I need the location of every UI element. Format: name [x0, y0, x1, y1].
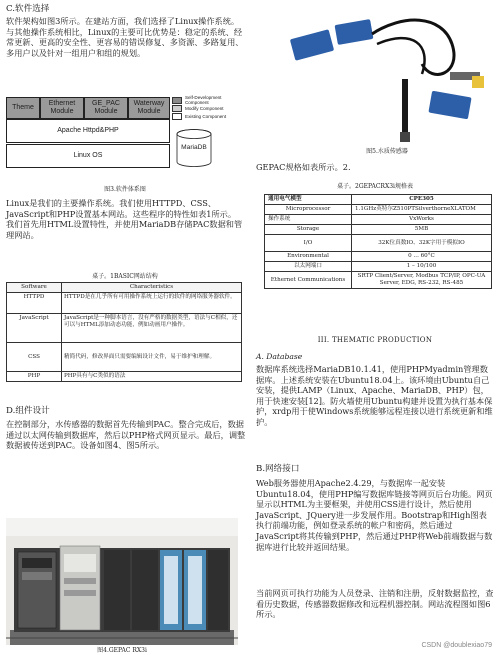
table2-header-row [265, 195, 492, 205]
table-row [7, 343, 242, 372]
table-row [265, 272, 492, 289]
table-cell: Ethernet Communications [265, 272, 352, 289]
subsection-database: A. Database [256, 352, 303, 361]
table-row [265, 235, 492, 252]
table-row [7, 293, 242, 314]
table-row [265, 262, 492, 272]
table-cell: 通用电气模型 [265, 195, 352, 205]
software-architecture-diagram [4, 94, 246, 180]
table-cell: JavaScript是一种脚本语言，没有严格的数据类型，语法与C相似，还可以与HTML添加动态功能，例如动画用户操作。 [62, 314, 242, 343]
figure3-caption: 图3.软件体系图 [104, 186, 146, 193]
table-cell: SRTP Client/Server, Modbus TCP/IP, OPC-UA Server, EDG, RS-232, RS-485 [352, 272, 492, 289]
paragraph-component: 在控制部分，水传感器的数据首先传输到PAC。整合完成后，数据通过以太网传输到数据库，然后以PHP格式网页显示。最后，调整数据被传送到PAC。设备如图4、图5所示。 [6, 419, 246, 451]
legend-item: Self-Development Component [172, 96, 246, 104]
table-cell: PHP [7, 372, 62, 382]
table-cell: I/O [265, 235, 352, 252]
table-cell: HTTPD [7, 293, 62, 314]
table-cell: 1.1GHz英特尔Z510PTSilverthorneXLATOM [352, 205, 492, 215]
spec-intro: GEPAC规格如表所示。2. [256, 162, 351, 172]
table-row [265, 225, 492, 235]
legend-item: Existing Component [172, 112, 246, 120]
paragraph-functions: 当前网页可执行功能为人员登录、注销和注册，反射数据监控，查看历史数据，传感器数据修改和远程机器控制。网站流程图如图6所示。 [256, 588, 494, 620]
table-row [7, 372, 242, 382]
table-row [265, 215, 492, 225]
diagram-legend [172, 96, 246, 120]
table-row [265, 252, 492, 262]
watermark: CSDN @doublexiao79 [421, 642, 492, 649]
section3-title: III. THEMATIC PRODUCTION [317, 336, 433, 344]
linux-os-box: Linux OS [6, 144, 170, 168]
table-cell: 5MB [352, 225, 492, 235]
subsection-network: B.网络接口 [256, 464, 300, 474]
table-cell: Storage [265, 225, 352, 235]
legend-item: Modify Component [172, 104, 246, 112]
table-cell: 0 ... 60°C [352, 252, 492, 262]
table2-caption: 桌子。2GEPACRX3i规格表 [337, 183, 413, 190]
paragraph-software: 软件架构如图3所示。在建站方面，我们选择了Linux操作系统。与其他操作系统相比，Linux的主要可比优势是：稳定的系统、经常更新、更高的安全性、更容易的错误修复、多资源、多路复用、多用户以及针对一组用户和组的规划。 [6, 16, 244, 58]
table-row [7, 314, 242, 343]
table1-header: Software [7, 283, 62, 293]
mariadb-label: MariaDB [181, 144, 207, 151]
table-cell: 1 – 10/100 [352, 262, 492, 272]
water-quality-sensor-photo [282, 4, 492, 144]
paragraph-database: 数据库系统选择MariaDB10.1.41，使用PHPMyadmin管理数据库。上述系统安装在Ubuntu18.04上。该环境由Ubuntu自己安装，提供LAMP（Linux、Apache、MariaDB、PHP）包，用于快速安装[12]。防火墙使用Ubuntu构建并设置为执行基本保护，xrdp用于使Windows系统能够远程连接以进行系统更新和维护。 [256, 364, 493, 427]
table1 [6, 282, 242, 382]
table1-header-row [7, 283, 242, 293]
table1-caption: 桌子。1BASIC网站结构 [92, 273, 158, 280]
table-cell: Microprocessor [265, 205, 352, 215]
apache-php-box: Apache Httpd&PHP [6, 119, 170, 143]
table-row [265, 205, 492, 215]
table-cell: 32K位真数IO、32K字用于模拟IO [352, 235, 492, 252]
table-cell: 操作系统 [265, 215, 352, 225]
table-cell: 精简代码，修改界面只需要编辑设计文件，易于维护和理解。 [62, 343, 242, 372]
paragraph-linux: Linux是我们的主要操作系统。我们使用HTTPD、CSS、JavaScript和PHP设置基本网站。这些程序的特性如表1所示。我们首先用HTML设置特性，并使用MariaDB存储PAC数据和管理网站。 [6, 198, 243, 240]
table-cell: CPE305 [352, 195, 492, 205]
figure5-caption: 图5.水质传感器 [366, 148, 408, 155]
section-c-title: C.软件选择 [6, 4, 50, 14]
figure4-caption: 图4.GEPAC RX3i [97, 647, 147, 654]
table-cell: CSS [7, 343, 62, 372]
table2 [264, 194, 492, 289]
gepac-module-box: GE_PAC Module [84, 97, 128, 119]
ethernet-module-box: Ethernet Module [40, 97, 84, 119]
legend-swatch-modify [172, 105, 182, 112]
table-cell: VxWorks [352, 215, 492, 225]
paragraph-web: Web服务器使用Apache2.4.29，与数据库一起安装Ubuntu18.04，使用PHP编写数据库链接等网页后台功能。网页显示以HTML为主要框架，并使用CSS进行设计，然后使用JavaScript、JQuery进一步发展作用。Bootstrap和High图表执行前端功能，例如登录系统的帐户和密码，然后通过JavaScript将其传输到PHP，然后通过PHP将Web前端数据与数据库进行比较并返回结果。 [256, 478, 493, 552]
table-cell: Environmental [265, 252, 352, 262]
legend-swatch-self [172, 97, 182, 104]
section-d-title: D.组件设计 [6, 406, 50, 416]
gepac-rx3i-photo [6, 518, 238, 645]
waterway-module-box: Waterway Module [128, 97, 170, 119]
table-cell: 以太网端口 [265, 262, 352, 272]
legend-swatch-existing [172, 113, 182, 120]
table-cell: HTTPD是在几乎所有可用操作系统上运行的软件的网络服务器软件。 [62, 293, 242, 314]
table-cell: JavaScript [7, 314, 62, 343]
table1-header: Characteristics [62, 283, 242, 293]
theme-box: Theme [6, 97, 40, 119]
table-cell: PHP具有与C类似的语法 [62, 372, 242, 382]
